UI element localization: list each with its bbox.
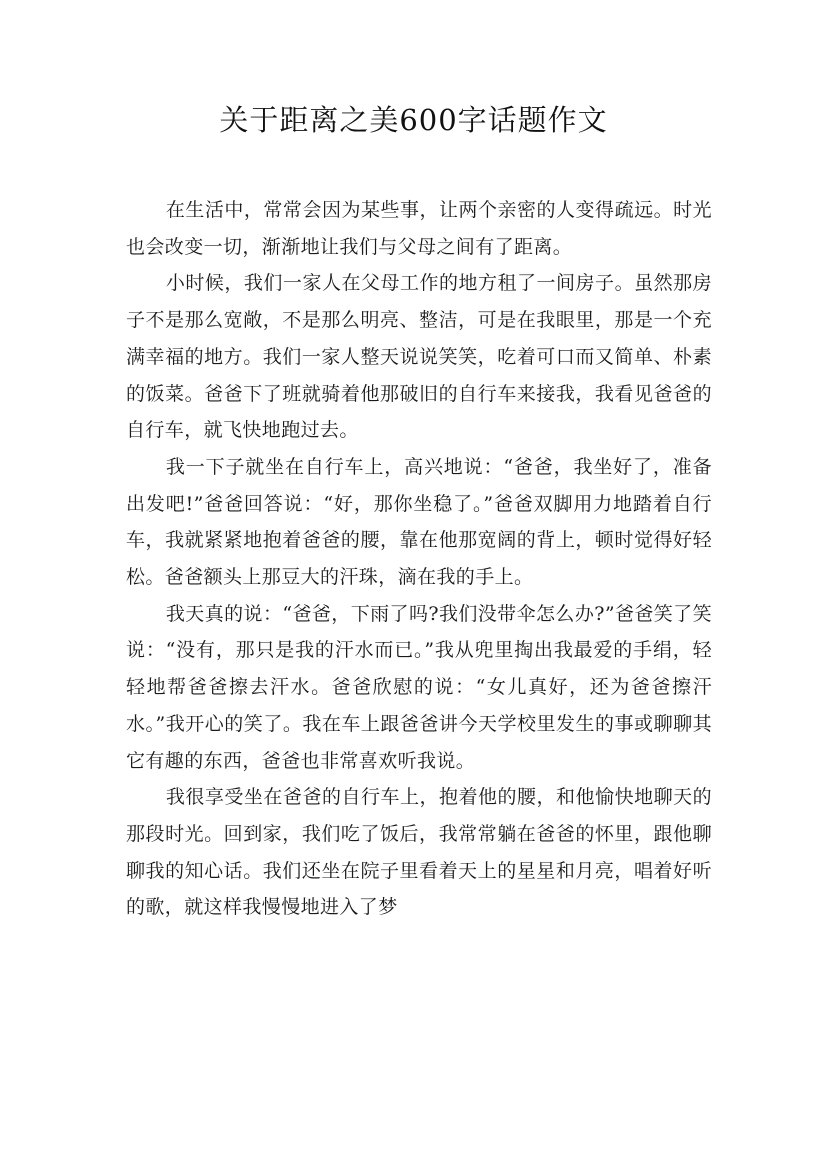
paragraph-4: 我天真的说：“爸爸，下雨了吗?我们没带伞怎么办?”爸爸笑了笑说：“没有，那只是我的汗水而已。”我从兜里掏出我最爱的手绢，轻轻地帮爸爸擦去汗水。爸爸欣慰的说：“女儿真好，还为爸爸擦汗水。”我开心的笑了。我在车上跟爸爸讲今天学校里发生的事或聊聊其它有趣的东西，爸爸也非常喜欢听我说。: [126, 602, 712, 772]
paragraph-2: 小时候，我们一家人在父母工作的地方租了一间房子。虽然那房子不是那么宽敞，不是那么明亮、整洁，可是在我眼里，那是一个充满幸福的地方。我们一家人整天说说笑笑，吃着可口而又简单、朴素的饭菜。爸爸下了班就骑着他那破旧的自行车来接我，我看见爸爸的自行车，就飞快地跑过去。: [126, 272, 712, 442]
paragraph-1: 在生活中，常常会因为某些事，让两个亲密的人变得疏远。时光也会改变一切，渐渐地让我们与父母之间有了距离。: [126, 199, 712, 258]
document-title: 关于距离之美600字话题作文: [219, 103, 608, 137]
paragraph-3: 我一下子就坐在自行车上，高兴地说：“爸爸，我坐好了，准备出发吧!”爸爸回答说：“好，那你坐稳了。”爸爸双脚用力地踏着自行车，我就紧紧地抱着爸爸的腰，靠在他那宽阔的背上，顿时觉得好轻松。爸爸额头上那豆大的汗珠，滴在我的手上。: [126, 455, 712, 589]
paragraph-5: 我很享受坐在爸爸的自行车上，抱着他的腰，和他愉快地聊天的那段时光。回到家，我们吃了饭后，我常常躺在爸爸的怀里，跟他聊聊我的知心话。我们还坐在院子里看着天上的星星和月亮，唱着好听的歌，就这样我慢慢地进入了梦: [126, 786, 712, 919]
document-body: [126, 192, 712, 926]
